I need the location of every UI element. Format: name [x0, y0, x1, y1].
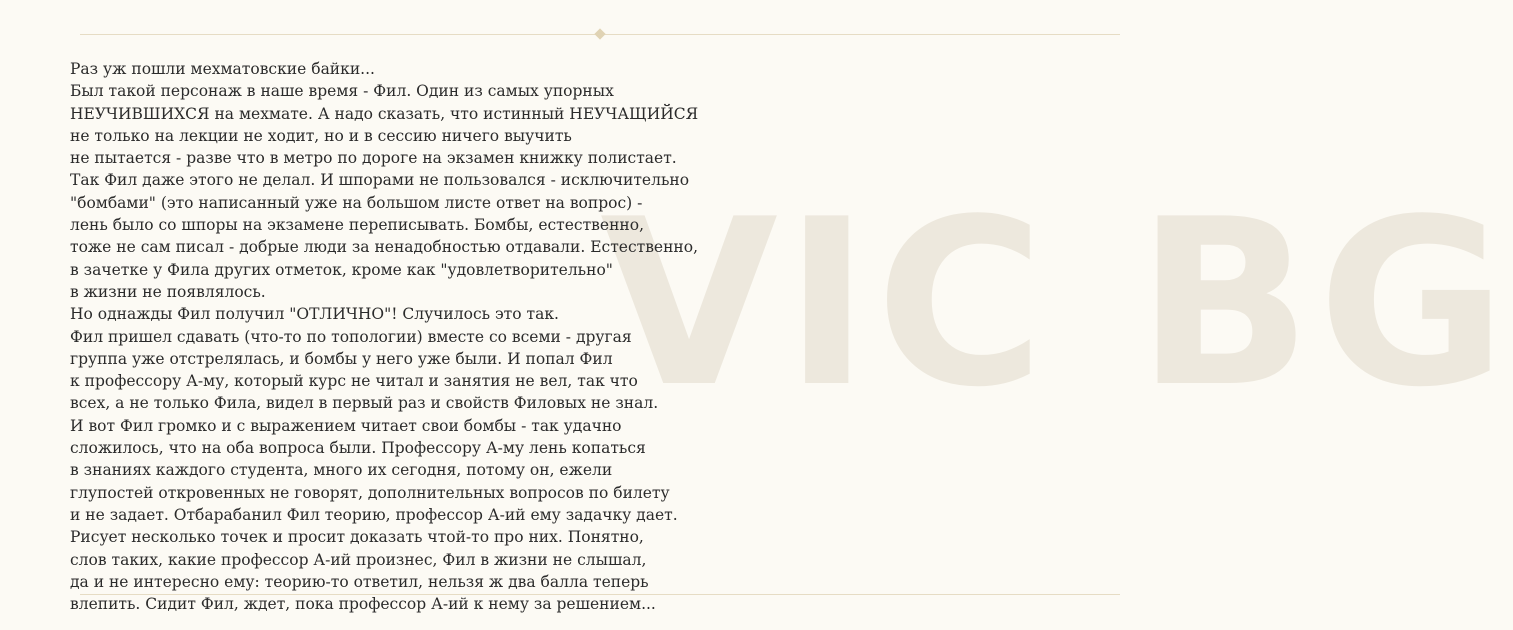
watermark: VIC BG: [600, 171, 1513, 438]
story-line: слов таких, какие профессор А-ий произнес, Фил в жизни не слышал,: [70, 550, 647, 569]
story-line: не только на лекции не ходит, но и в сессию ничего выучить: [70, 126, 572, 145]
story-line: глупостей откровенных не говорят, дополнительных вопросов по билету: [70, 483, 670, 502]
story-line: тоже не сам писал - добрые люди за ненадобностью отдавали. Естественно,: [70, 238, 699, 257]
divider-ornament-icon: [594, 28, 605, 39]
story-line: в зачетке у Фила других отметок, кроме как "удовлетворительно": [70, 260, 613, 279]
story-line: И вот Фил громко и с выражением читает свои бомбы - так удачно: [70, 416, 622, 435]
story-line: не пытается - разве что в метро по дороге на экзамен книжку полистает.: [70, 149, 677, 168]
story-line: Фил пришел сдавать (что-то по топологии) вместе со всеми - другая: [70, 327, 632, 346]
story-line: да и не интересно ему: теорию-то ответил, нельзя ж два балла теперь: [70, 572, 649, 591]
story-line: сложилось, что на оба вопроса были. Профессору А-му лень копаться: [70, 439, 646, 458]
story-line: лень было со шпоры на экзамене переписывать. Бомбы, естественно,: [70, 216, 644, 235]
story-line: в жизни не появлялось.: [70, 282, 266, 301]
story-line: Рисует несколько точек и просит доказать чтой-то про них. Понятно,: [70, 528, 644, 547]
bottom-divider: [80, 594, 1120, 595]
story-line: Так Фил даже этого не делал. И шпорами не пользовался - исключительно: [70, 171, 690, 190]
story-line: и не задает. Отбарабанил Фил теорию, профессор А-ий ему задачку дает.: [70, 505, 678, 524]
story-line: Был такой персонаж в наше время - Фил. Один из самых упорных: [70, 82, 614, 101]
story-line: НЕУЧИВШИХСЯ на мехмате. А надо сказать, что истинный НЕУЧАЩИЙСЯ: [70, 104, 699, 123]
story-line: группа уже отстрелялась, и бомбы у него уже были. И попал Фил: [70, 349, 613, 368]
story-line: влепить. Сидит Фил, ждет, пока профессор А-ий к нему за решением...: [70, 595, 656, 614]
story-line: к профессору А-му, который курс не читал и занятия не вел, так что: [70, 372, 638, 391]
story-line: в знаниях каждого студента, много их сегодня, потому он, ежели: [70, 461, 613, 480]
story-line: "бомбами" (это написанный уже на большом листе ответ на вопрос) -: [70, 193, 643, 212]
story-line: Но однажды Фил получил "ОТЛИЧНО"! Случилось это так.: [70, 305, 559, 324]
story-text: [70, 58, 770, 615]
story-line: Раз уж пошли мехматовские байки...: [70, 60, 375, 78]
story-line: всех, а не только Фила, видел в первый раз и свойств Филовых не знал.: [70, 394, 659, 413]
